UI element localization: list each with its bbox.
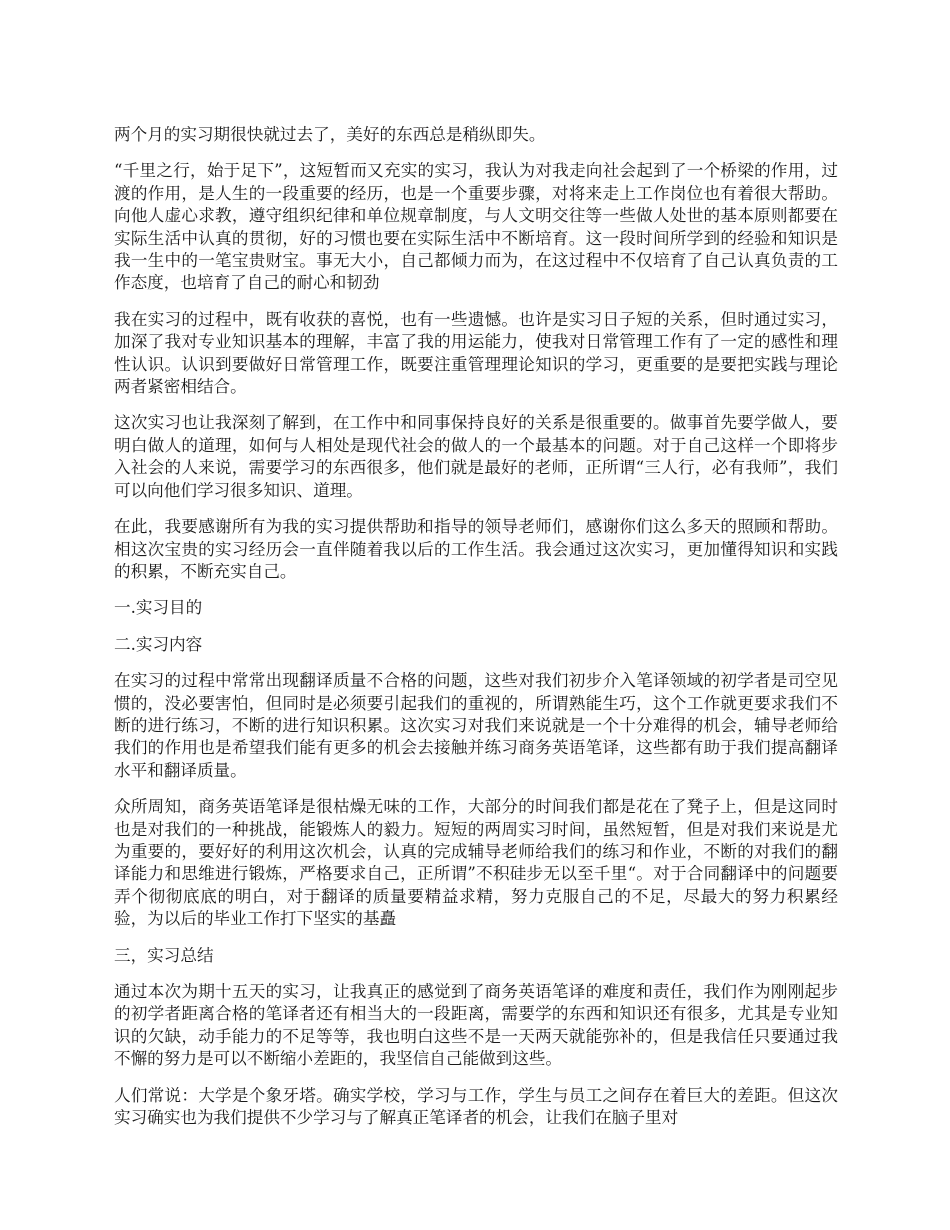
paragraph-ivory-tower: 人们常说：大学是个象牙塔。确实学校，学习与工作，学生与员工之间存在着巨大的差距。但这次实习确实也为我们提供不少学习与了解真正笔译者的机会，让我们在脑子里对 — [114, 1085, 838, 1128]
heading-purpose: 一.实习目的 — [114, 598, 203, 618]
paragraph-colleagues: 这次实习也让我深刻了解到，在工作中和同事保持良好的关系是很重要的。做事首先要学做人，要明白做人的道理，如何与人相处是现代社会的做人的一个最基本的问题。对于自己这样一个即将步入社会的人来说，需要学习的东西很多，他们就是最好的老师，正所谓“三人行，必有我师”，我们可以向他们学习很多知识、道理。 — [114, 413, 838, 500]
document-body — [114, 124, 838, 1143]
paragraph-business-english: 众所周知，商务英语笔译是很枯燥无味的工作，大部分的时间我们都是花在了凳子上，但是这同时也是对我们的一种挑战，能锻炼人的毅力。短短的两周实习时间，虽然短暂，但是对我们来说是尤为重要的，要好好的利用这次机会，认真的完成辅导老师给我们的练习和作业，不断的对我们的翻译能力和思维进行锻炼，严格要求自己，正所谓”不积硅步无以至千里“。对于合同翻译中的问题要弄个彻彻底底的明白，对于翻译的质量要精益求精，努力克服自己的不足，尽最大的努力积累经验，为以后的毕业工作打下坚实的基矗 — [114, 797, 838, 929]
paragraph-gains: 我在实习的过程中，既有收获的喜悦，也有一些遗憾。也许是实习日子短的关系，但时通过实习，加深了我对专业知识基本的理解，丰富了我的用运能力，使我对日常管理工作有了一定的感性和理性认识。认识到要做好日常管理工作，既要注重管理理论知识的学习，更重要的是要把实践与理论两者紧密相结合。 — [114, 309, 838, 397]
paragraph-fifteen-days: 通过本次为期十五天的实习，让我真正的感觉到了商务英语笔译的难度和责任，我们作为刚刚起步的初学者距离合格的笔译者还有相当大的一段距离，需要学的东西和知识还有很多，尤其是专业知识的欠缺，动手能力的不足等等，我也明白这些不是一天两天就能弥补的，但是我信任只要通过我不懈的努力是可以不断缩小差距的，我坚信自己能做到这些。 — [114, 982, 838, 1069]
paragraph-thanks: 在此，我要感谢所有为我的实习提供帮助和指导的领导老师们，感谢你们这么多天的照顾和帮助。相这次宝贵的实习经历会一直伴随着我以后的工作生活。我会通过这次实习，更加懂得知识和实践的积累，不断充实自己。 — [114, 517, 838, 581]
heading-summary: 三，实习总结 — [114, 945, 214, 965]
paragraph-bridge: “千里之行，始于足下”，这短暂而又充实的实习，我认为对我走向社会起到了一个桥梁的作用，过渡的作用，是人生的一段重要的经历，也是一个重要步骤，对将来走上工作岗位也有着很大帮助。向他人虚心求教，遵守组织纪律和单位规章制度，与人文明交往等一些做人处世的基本原则都要在实际生活中认真的贯彻，好的习惯也要在实际生活中不断培育。这一段时间所学到的经验和知识是我一生中的一笔宝贵财宝。事无大小，自己都倾力而为，在这过程中不仅培育了自己认真负责的工作态度，也培育了自己的耐心和韧劲 — [114, 161, 838, 293]
paragraph-translation-quality: 在实习的过程中常常出现翻译质量不合格的问题，这些对我们初步介入笔译领域的初学者是司空见惯的，没必要害怕，但同时是必须要引起我们的重视的，所谓熟能生巧，这个工作就更要求我们不断的进行练习，不断的进行知识积累。这次实习对我们来说就是一个十分难得的机会，辅导老师给我们的作用也是希望我们能有更多的机会去接触并练习商务英语笔译，这些都有助于我们提高翻译水平和翻译质量。 — [114, 671, 838, 780]
heading-content: 二.实习内容 — [114, 634, 203, 654]
paragraph-intro: 两个月的实习期很快就过去了，美好的东西总是稍纵即失。 — [114, 125, 546, 144]
